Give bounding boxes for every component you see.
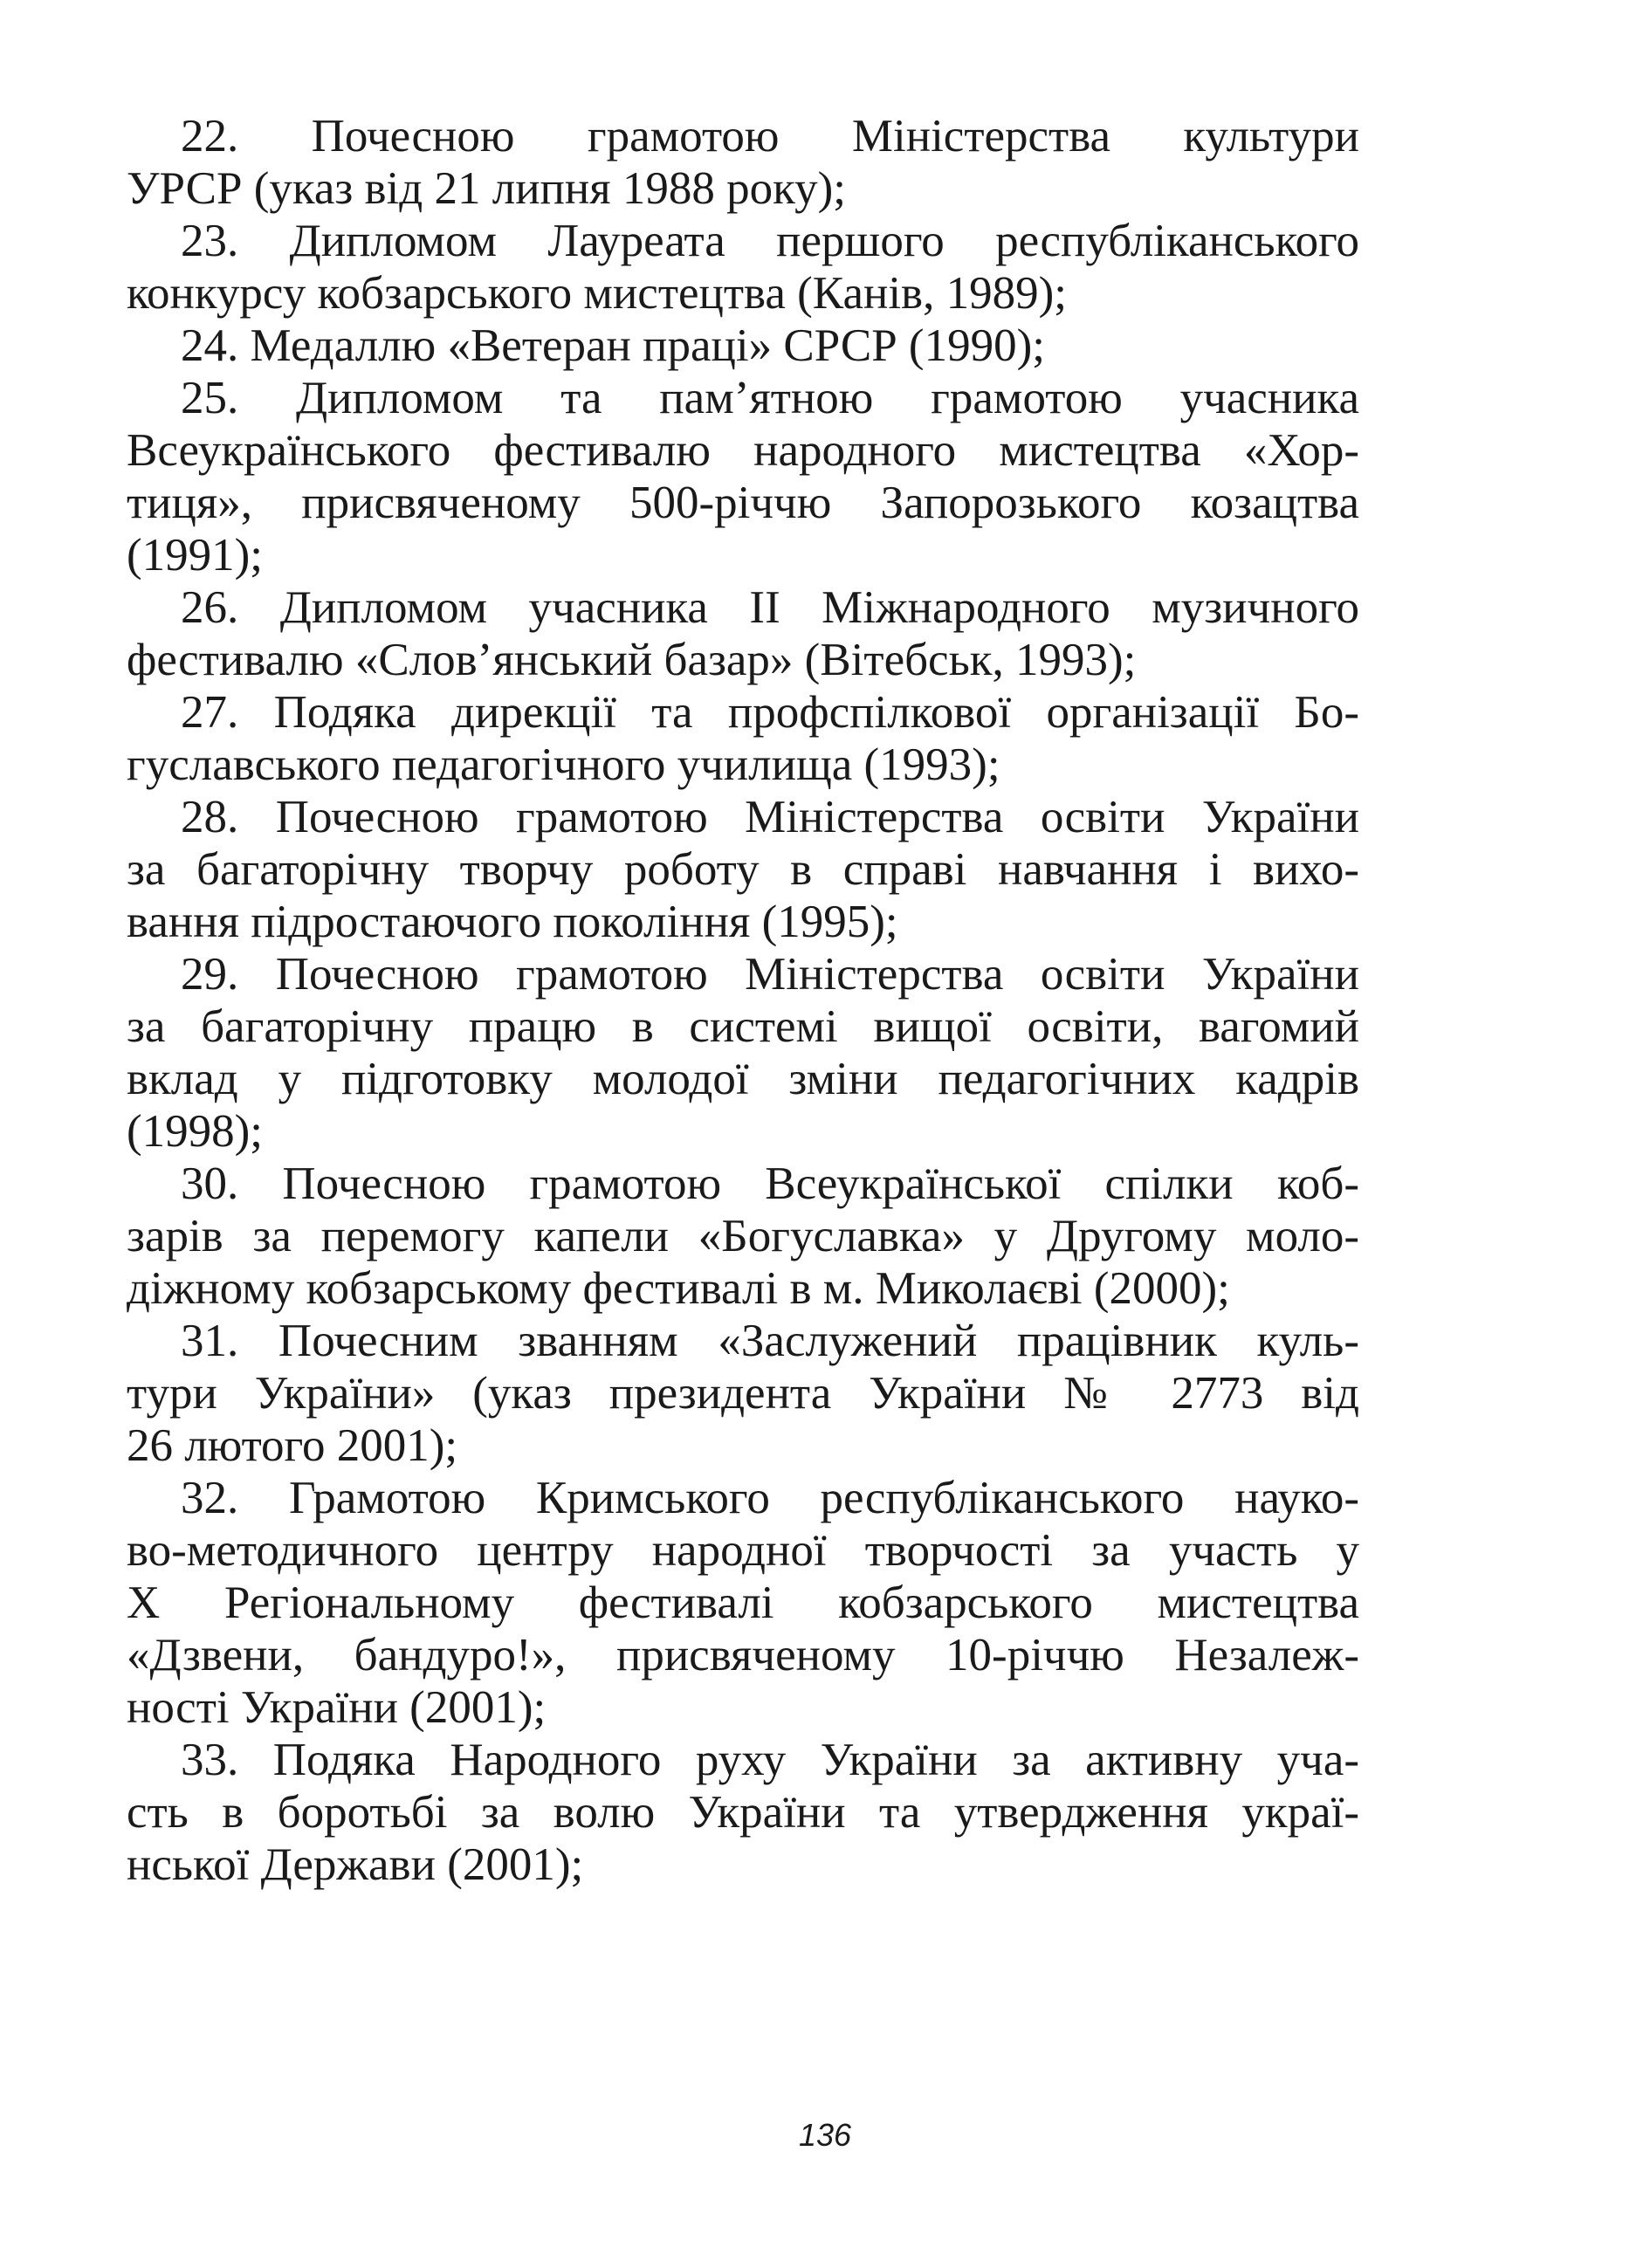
text-line: Всеукраїнського фестивалю народного мистецтва «Хор- <box>127 425 1359 476</box>
text-line: Х Регіональному фестивалі кобзарського мистецтва <box>127 1577 1359 1628</box>
list-item <box>127 110 1359 215</box>
list-item <box>127 1158 1359 1315</box>
text-line: 29. Почесною грамотою Міністерства освіти України <box>181 949 1359 1000</box>
list-item <box>127 215 1359 320</box>
text-line: гуславського педагогічного училища (1993); <box>127 739 1000 790</box>
list-item <box>127 948 1359 1158</box>
text-line: (1991); <box>127 530 264 581</box>
text-line: 32. Грамотою Кримського республіканського науко- <box>181 1473 1359 1523</box>
text-line: УРСР (указ від 21 липня 1988 року); <box>127 163 847 214</box>
list-item <box>127 372 1359 581</box>
text-line: 25. Дипломом та пам’ятною грамотою учасника <box>181 373 1359 423</box>
text-line: 30. Почесною грамотою Всеукраїнської спілки коб- <box>181 1158 1359 1209</box>
list-item <box>127 686 1359 791</box>
text-line: тури України» (указ президента України № 2773 від <box>127 1368 1359 1419</box>
text-line: 24. Медаллю «Ветеран праці» СРСР (1990); <box>181 320 1045 371</box>
text-line: 26 лютого 2001); <box>127 1420 458 1471</box>
text-line: фестивалю «Слов’янський базар» (Вітебськ, 1993); <box>127 635 1137 685</box>
text-line: (1998); <box>127 1106 264 1157</box>
text-line: вання підростаючого покоління (1995); <box>127 897 898 947</box>
text-line: 26. Дипломом учасника ІІ Міжнародного музичного <box>181 582 1359 633</box>
text-line: 22. Почесною грамотою Міністерства культури <box>181 111 1359 162</box>
page-number: 136 <box>798 2117 852 2153</box>
list-item <box>127 1472 1359 1734</box>
list-item <box>127 320 1359 372</box>
text-line: діжному кобзарському фестивалі в м. Миколаєві (2000); <box>127 1263 1230 1314</box>
text-line: ності України (2001); <box>127 1682 547 1733</box>
text-line: 31. Почесним званням «Заслужений працівник куль- <box>181 1316 1359 1366</box>
text-line: за багаторічну творчу роботу в справі навчання і вихо- <box>127 844 1359 895</box>
text-line: 23. Дипломом Лауреата першого республіканського <box>181 216 1359 266</box>
text-line: 27. Подяка дирекції та профспілкової організації Бо- <box>181 687 1359 738</box>
text-line: «Дзвени, бандуро!», присвяченому 10-річчю Незалеж- <box>127 1630 1359 1680</box>
text-line: 28. Почесною грамотою Міністерства освіти України <box>181 792 1359 842</box>
list-item <box>127 581 1359 686</box>
list-item <box>127 791 1359 948</box>
text-line: вклад у підготовку молодої зміни педагогічних кадрів <box>127 1054 1359 1104</box>
text-line: во-методичного центру народної творчості за участь у <box>127 1525 1359 1576</box>
list-item <box>127 1315 1359 1472</box>
text-line: нської Держави (2001); <box>127 1839 584 1890</box>
text-line: конкурсу кобзарського мистецтва (Канів, 1989); <box>127 268 1067 319</box>
award-list <box>127 110 1359 1891</box>
text-line: за багаторічну працю в системі вищої освіти, вагомий <box>127 1001 1359 1052</box>
text-line: сть в боротьбі за волю України та утвердження украї- <box>127 1787 1359 1838</box>
text-line: 33. Подяка Народного руху України за активну уча- <box>181 1735 1359 1785</box>
list-item <box>127 1734 1359 1891</box>
text-line: зарів за перемогу капели «Богуславка» у Другому моло- <box>127 1211 1359 1261</box>
text-line: тиця», присвяченому 500-річчю Запорозького козацтва <box>127 478 1359 528</box>
